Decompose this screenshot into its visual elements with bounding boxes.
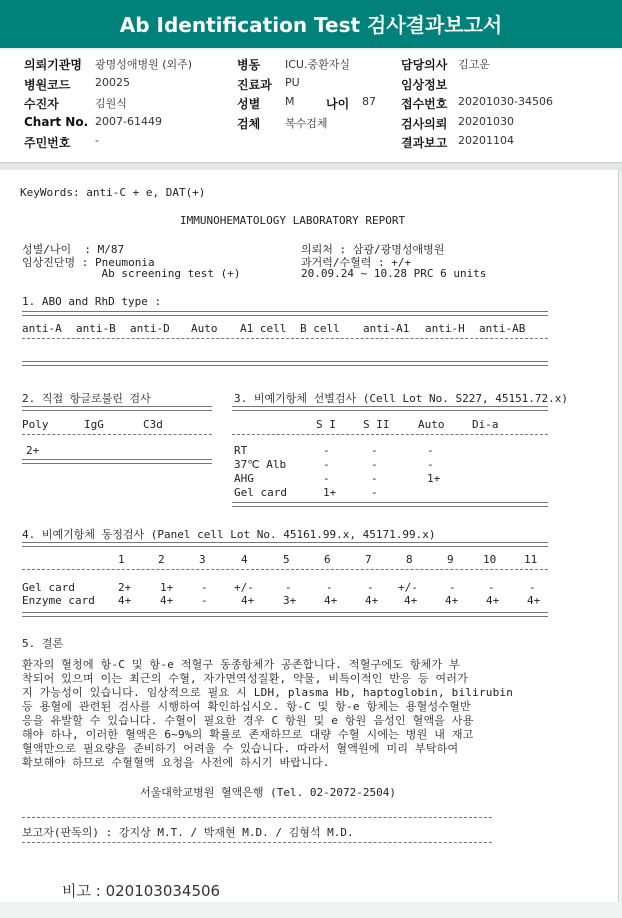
- conclusion-line: 해야 하나, 이러한 혈액은 6~9%의 확률로 존재하므로 대량 수혈 시에는 병원 내 재고: [22, 728, 474, 741]
- panel-cell: -: [201, 581, 208, 594]
- dat-col-header: C3d: [143, 418, 163, 431]
- double-rule: [22, 361, 548, 366]
- patient-diagnosis: 임상진단명 : Pneumonia: [22, 256, 155, 269]
- panel-cell: -: [285, 581, 292, 594]
- panel-cell: +/-: [234, 581, 254, 594]
- screen-col-header: Di-a: [472, 418, 499, 431]
- conclusion-paragraph: [22, 658, 577, 770]
- age-value: 87: [362, 95, 376, 108]
- info-label: 병동: [237, 58, 261, 72]
- conclusion-line: 지 가능성이 있습니다. 임상적으로 필요 시 LDH, plasma Hb, haptoglobin, bilirubin: [22, 686, 514, 699]
- info-label: 주민번호: [24, 136, 71, 150]
- info-label: 결과보고: [401, 136, 448, 150]
- section-4-title: 4. 비예기항체 동정검사 (Panel cell Lot No. 45161.99.x, 45171.99.x): [22, 528, 436, 541]
- patient-info-panel: [0, 50, 622, 162]
- dat-poly-value: 2+: [26, 444, 40, 457]
- keywords-line: KeyWords: anti-C + e, DAT(+): [20, 186, 206, 199]
- screen-cell: -: [323, 458, 330, 471]
- info-label: 의뢰기관명: [24, 58, 82, 72]
- dashed-rule: [232, 434, 548, 435]
- screen-col-header: S II: [363, 418, 390, 431]
- info-row: [0, 56, 622, 74]
- section-3-title: 3. 비예기항체 선별검사 (Cell Lot No. S227, 45151.72.x): [234, 392, 569, 405]
- info-label: 접수번호: [401, 97, 448, 111]
- info-label: 임상정보: [401, 78, 448, 92]
- panel-row-label: Enzyme card: [22, 594, 95, 607]
- screen-cell: 1+: [323, 486, 337, 499]
- conclusion-line: 등 용혈에 관련된 검사를 시행하여 확인하십시오. 항-C 및 항-e 항체는 용혈성수혈반: [22, 700, 471, 713]
- double-rule: [22, 406, 212, 411]
- history-line: 과거력/수혈력 : +/+: [301, 256, 412, 269]
- lab-report-body: [0, 170, 619, 902]
- screen-cell: -: [427, 458, 434, 471]
- requesting-hospital: 의뢰처 : 삼광/광명성애병원: [301, 243, 445, 256]
- screen-cell: 1+: [427, 472, 441, 485]
- abo-col-header: B cell: [300, 322, 340, 335]
- double-rule: [22, 612, 548, 617]
- info-label: 병원코드: [24, 78, 71, 92]
- panel-col-header: 9: [447, 553, 454, 566]
- section-1-title: 1. ABO and RhD type :: [22, 295, 162, 308]
- double-rule: [22, 311, 548, 316]
- page-footer-gap: [0, 902, 622, 918]
- panel-col-header: 1: [118, 553, 125, 566]
- panel-cell: 2+: [118, 581, 132, 594]
- conclusion-line: 확보해야 하므로 수혈혈액 요청을 사전에 하시기 바랍니다.: [22, 756, 330, 769]
- screen-cell: -: [371, 458, 378, 471]
- screen-cell: -: [323, 444, 330, 457]
- info-row: [0, 76, 622, 94]
- panel-cell: -: [367, 581, 374, 594]
- info-label: 검체: [237, 117, 261, 131]
- info-value: 20201030: [458, 115, 514, 128]
- panel-cell: 1+: [160, 581, 174, 594]
- panel-cell: -: [449, 581, 456, 594]
- panel-cell: -: [201, 594, 208, 607]
- panel-cell: 4+: [445, 594, 459, 607]
- conclusion-line: 혈액만으로 필요량을 준비하기 어려울 수 있습니다. 따라서 혈액원에 미리 부탁하여: [22, 742, 459, 755]
- dashed-rule: [22, 338, 548, 339]
- blood-bank-signature: 서울대학교병원 혈액은행 (Tel. 02-2072-2504): [140, 786, 396, 799]
- info-value: -: [95, 134, 99, 147]
- info-row: [0, 95, 622, 113]
- report-header: IMMUNOHEMATOLOGY LABORATORY REPORT: [180, 214, 406, 227]
- transfusion-history: 20.09.24 ~ 10.28 PRC 6 units: [301, 267, 487, 280]
- double-rule: [232, 502, 548, 507]
- panel-row-label: Gel card: [22, 581, 75, 594]
- info-value: 김고운: [458, 58, 490, 71]
- info-label: 수진자: [24, 97, 59, 111]
- info-label: 성별: [237, 97, 261, 111]
- panel-cell: -: [529, 581, 536, 594]
- conclusion-line: 응을 유발할 수 있습니다. 수혈이 필요한 경우 C 항원 및 e 항원 음성인 혈액을 사용: [22, 714, 474, 727]
- remark-line: 비고 : 020103034506: [62, 882, 221, 900]
- abo-col-header: anti-B: [76, 322, 116, 335]
- dat-col-header: Poly: [22, 418, 49, 431]
- abo-col-header: A1 cell: [240, 322, 287, 335]
- info-value: 광명성애병원 (외주): [95, 58, 193, 71]
- info-row: [0, 134, 622, 152]
- panel-cell: 4+: [241, 594, 255, 607]
- info-value: 20201104: [458, 134, 514, 147]
- panel-col-header: 6: [324, 553, 331, 566]
- panel-cell: +/-: [398, 581, 418, 594]
- screen-col-header: S I: [316, 418, 336, 431]
- screen-row-label: 37℃ Alb: [234, 458, 287, 471]
- abo-col-header: Auto: [191, 322, 218, 335]
- info-label: 진료과: [237, 78, 272, 92]
- panel-col-header: 11: [524, 553, 538, 566]
- abo-col-header: anti-A1: [363, 322, 410, 335]
- info-value: 20025: [95, 76, 130, 89]
- screen-row-label: Gel card: [234, 486, 287, 499]
- reporters-line: 보고자(판독의) : 강지상 M.T. / 박재현 M.D. / 김형석 M.D.: [22, 826, 354, 839]
- screen-cell: -: [371, 472, 378, 485]
- panel-cell: 4+: [118, 594, 132, 607]
- info-label: 검사의뢰: [401, 117, 448, 131]
- panel-col-header: 5: [283, 553, 290, 566]
- panel-cell: 4+: [324, 594, 338, 607]
- conclusion-line: 환자의 혈청에 항-C 및 항-e 적혈구 동종항체가 공존합니다. 적혈구에도 항체가 부: [22, 658, 460, 671]
- abo-col-header: anti-A: [22, 322, 62, 335]
- screen-cell: -: [427, 444, 434, 457]
- section-5-title: 5. 결론: [22, 637, 64, 650]
- panel-col-header: 4: [241, 553, 248, 566]
- panel-cell: 4+: [527, 594, 541, 607]
- dashed-rule: [22, 569, 548, 570]
- report-title: Ab Identification Test 검사결과보고서: [0, 0, 622, 48]
- section-2-title: 2. 직접 항글로불린 검사: [22, 392, 151, 405]
- panel-cell: 4+: [160, 594, 174, 607]
- abo-col-header: anti-D: [130, 322, 170, 335]
- dat-col-header: IgG: [84, 418, 104, 431]
- info-value: 2007-61449: [95, 115, 162, 128]
- age-label: 나이: [326, 97, 350, 111]
- abo-col-header: anti-H: [425, 322, 465, 335]
- screen-cell: -: [323, 472, 330, 485]
- info-value: 김원식: [95, 97, 127, 110]
- panel-cell: 3+: [283, 594, 297, 607]
- info-value: M: [285, 95, 295, 108]
- info-value: PU: [285, 76, 300, 89]
- abo-col-header: anti-AB: [479, 322, 526, 335]
- screen-cell: -: [371, 444, 378, 457]
- dashed-rule: [22, 842, 492, 843]
- panel-cell: 4+: [486, 594, 500, 607]
- info-label: 담당의사: [401, 58, 448, 72]
- panel-cell: 4+: [404, 594, 418, 607]
- patient-sex-age: 성별/나이 : M/87: [22, 243, 125, 256]
- info-value: ICU.중환자실: [285, 58, 350, 71]
- patient-diagnosis-extra: Ab screening test (+): [22, 267, 241, 280]
- conclusion-line: 착되어 있으며 이는 최근의 수혈, 자가면역성질환, 약물, 비특이적인 반응 등 여러가: [22, 672, 468, 685]
- panel-col-header: 8: [406, 553, 413, 566]
- panel-col-header: 2: [158, 553, 165, 566]
- screen-row-label: RT: [234, 444, 248, 457]
- panel-col-header: 10: [483, 553, 497, 566]
- screen-cell: -: [371, 486, 378, 499]
- info-label: Chart No.: [24, 115, 89, 129]
- screen-col-header: Auto: [418, 418, 445, 431]
- info-value: 복수검체: [285, 117, 328, 130]
- panel-col-header: 7: [365, 553, 372, 566]
- double-rule: [22, 542, 548, 547]
- dashed-rule: [22, 817, 492, 818]
- panel-col-header: 3: [199, 553, 206, 566]
- info-value: 20201030-34506: [458, 95, 553, 108]
- panel-cell: -: [488, 581, 495, 594]
- dashed-rule: [22, 434, 212, 435]
- screen-row-label: AHG: [234, 472, 254, 485]
- panel-cell: 4+: [365, 594, 379, 607]
- info-row: [0, 115, 622, 133]
- double-rule: [22, 459, 212, 464]
- panel-cell: -: [326, 581, 333, 594]
- double-rule: [232, 406, 548, 411]
